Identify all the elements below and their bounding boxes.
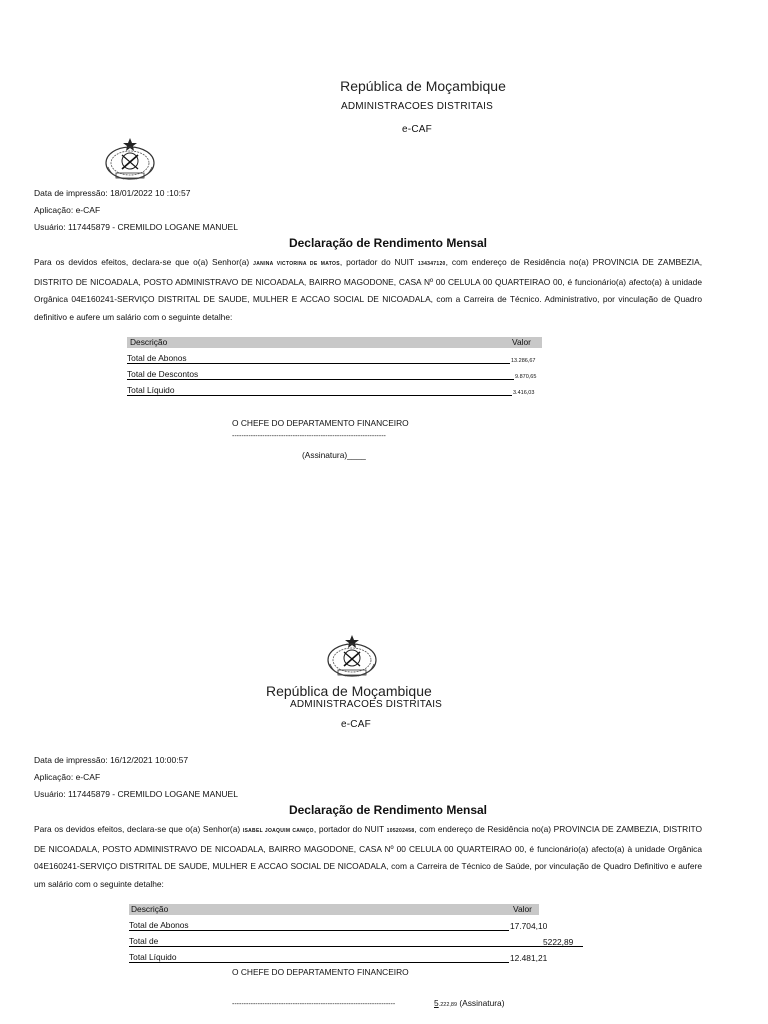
- signature-line: ------------------------------------------------------------------: [232, 433, 386, 440]
- table-row: [127, 350, 547, 366]
- print-date: Data de impressão: 16/12/2021 10:00:57: [34, 755, 189, 765]
- country-title: República de Moçambique: [340, 78, 506, 94]
- table-header: [129, 904, 539, 915]
- declaration-title: Declaração de Rendimento Mensal: [288, 236, 488, 250]
- row-label: Total Líquido: [127, 385, 175, 395]
- body-intro: Para os devidos efeitos, declara-se que o(a) Senhor(a): [34, 257, 254, 267]
- signature-line: [232, 998, 505, 1008]
- application: Aplicação: e-CAF: [34, 772, 101, 782]
- row-value: 3.416,03: [513, 390, 535, 396]
- application: Aplicação: e-CAF: [34, 205, 101, 215]
- table-header: [127, 337, 542, 348]
- signature-label: (Assinatura)____: [302, 450, 366, 460]
- admin-subtitle: ADMINISTRACOES DISTRITAIS: [290, 699, 443, 710]
- col-description: Descrição: [131, 904, 169, 914]
- declaration-body: [34, 254, 702, 326]
- signature-value-small: .222,89: [438, 1002, 458, 1008]
- row-value: 17.704,10: [510, 921, 548, 931]
- row-value: 5222,89: [543, 937, 574, 947]
- body-intro: Para os devidos efeitos, declara-se que o(a) Senhor(a): [34, 824, 243, 834]
- row-value: 12.481,21: [510, 953, 548, 963]
- mozambique-emblem-icon: [102, 137, 158, 183]
- country-title: República de Moçambique: [266, 683, 432, 699]
- col-description: Descrição: [130, 337, 168, 347]
- col-value: Valor: [513, 904, 532, 914]
- user: Usuário: 117445879 - CREMILDO LOGANE MANUEL: [34, 222, 238, 232]
- row-value: 13.286,67: [511, 358, 536, 364]
- row-label: Total de Abonos: [127, 353, 187, 363]
- row-label: Total de Descontos: [127, 369, 199, 379]
- row-label: Total de Abonos: [129, 920, 189, 930]
- signatory-role: O CHEFE DO DEPARTAMENTO FINANCEIRO: [232, 418, 409, 428]
- row-label: Total de: [129, 936, 159, 946]
- signature-label: (Assinatura): [459, 998, 505, 1008]
- employee-name: ISABEL JOAQUIM CANIÇO: [242, 828, 314, 834]
- employee-nuit: 134347120: [417, 261, 446, 267]
- signatory-role: O CHEFE DO DEPARTAMENTO FINANCEIRO: [232, 967, 409, 977]
- table-row: [129, 917, 579, 933]
- declaration-body: [34, 821, 702, 893]
- mozambique-emblem-icon: [324, 634, 380, 680]
- print-date: Data de impressão: 18/01/2022 10 :10:57: [34, 188, 191, 198]
- employee-name: JANINA VICTORINA DE MATOS: [253, 261, 340, 267]
- row-label: Total Líquido: [129, 952, 177, 962]
- app-code: e-CAF: [402, 124, 432, 135]
- declaration-title: Declaração de Rendimento Mensal: [288, 803, 488, 817]
- employee-nuit: 105202458: [386, 828, 415, 834]
- signature-value: 5: [434, 998, 439, 1008]
- col-value: Valor: [512, 337, 531, 347]
- table-row: [129, 933, 589, 949]
- app-code: e-CAF: [341, 719, 371, 730]
- signature-dashes: ----------------------------------------------------------------------: [232, 1001, 396, 1008]
- body-nuit-prefix: , portador do NUIT: [313, 824, 387, 834]
- body-rest: , com endereço de Residência no(a) PROVINCIA DE ZAMBEZIA, DISTRITO DE NICOADALA, POSTO ADMINISTRAVO DE NICOADALA, BAIRRO MAGODONE, CASA Nº 00 CELULA 00 QUARTEIRAO 00, é funcionário(a) afecto(a) à unidade Orgânica 04E160241-SERVIÇO DISTRITAL DE SAUDE, MULHER E ACCAO SOCIAL DE NICOADALA, com a Carreira de Técnico. Administrativo, por vinculação de Quadro definitivo e aufere um salário com o seguinte detalhe:: [34, 257, 703, 322]
- table-row: [127, 366, 547, 382]
- admin-subtitle: ADMINISTRACOES DISTRITAIS: [340, 101, 494, 112]
- table-row: [129, 949, 579, 965]
- user: Usuário: 117445879 - CREMILDO LOGANE MANUEL: [34, 789, 238, 799]
- body-nuit-prefix: , portador do NUIT: [339, 257, 418, 267]
- body-rest: , com endereço de Residência no(a) PROVINCIA DE ZAMBEZIA, DISTRITO DE NICOADALA, POSTO ADMINISTRAVO DE NICOADALA, BAIRRO MAGODONE, CASA Nº 00 CELULA 00 QUARTEIRAO 00, é funcionário(a) afecto(a) à unidade Orgânica 04E160241-SERVIÇO DISTRITAL DE SAUDE, MULHER E ACCAO SOCIAL DE NICOADALA, com a Carreira de Técnico de Saúde, por vinculação de Quadro Definitivo e aufere um salário com o seguinte detalhe:: [34, 824, 702, 889]
- table-row: [127, 382, 547, 398]
- row-value: 9.870,65: [515, 374, 537, 380]
